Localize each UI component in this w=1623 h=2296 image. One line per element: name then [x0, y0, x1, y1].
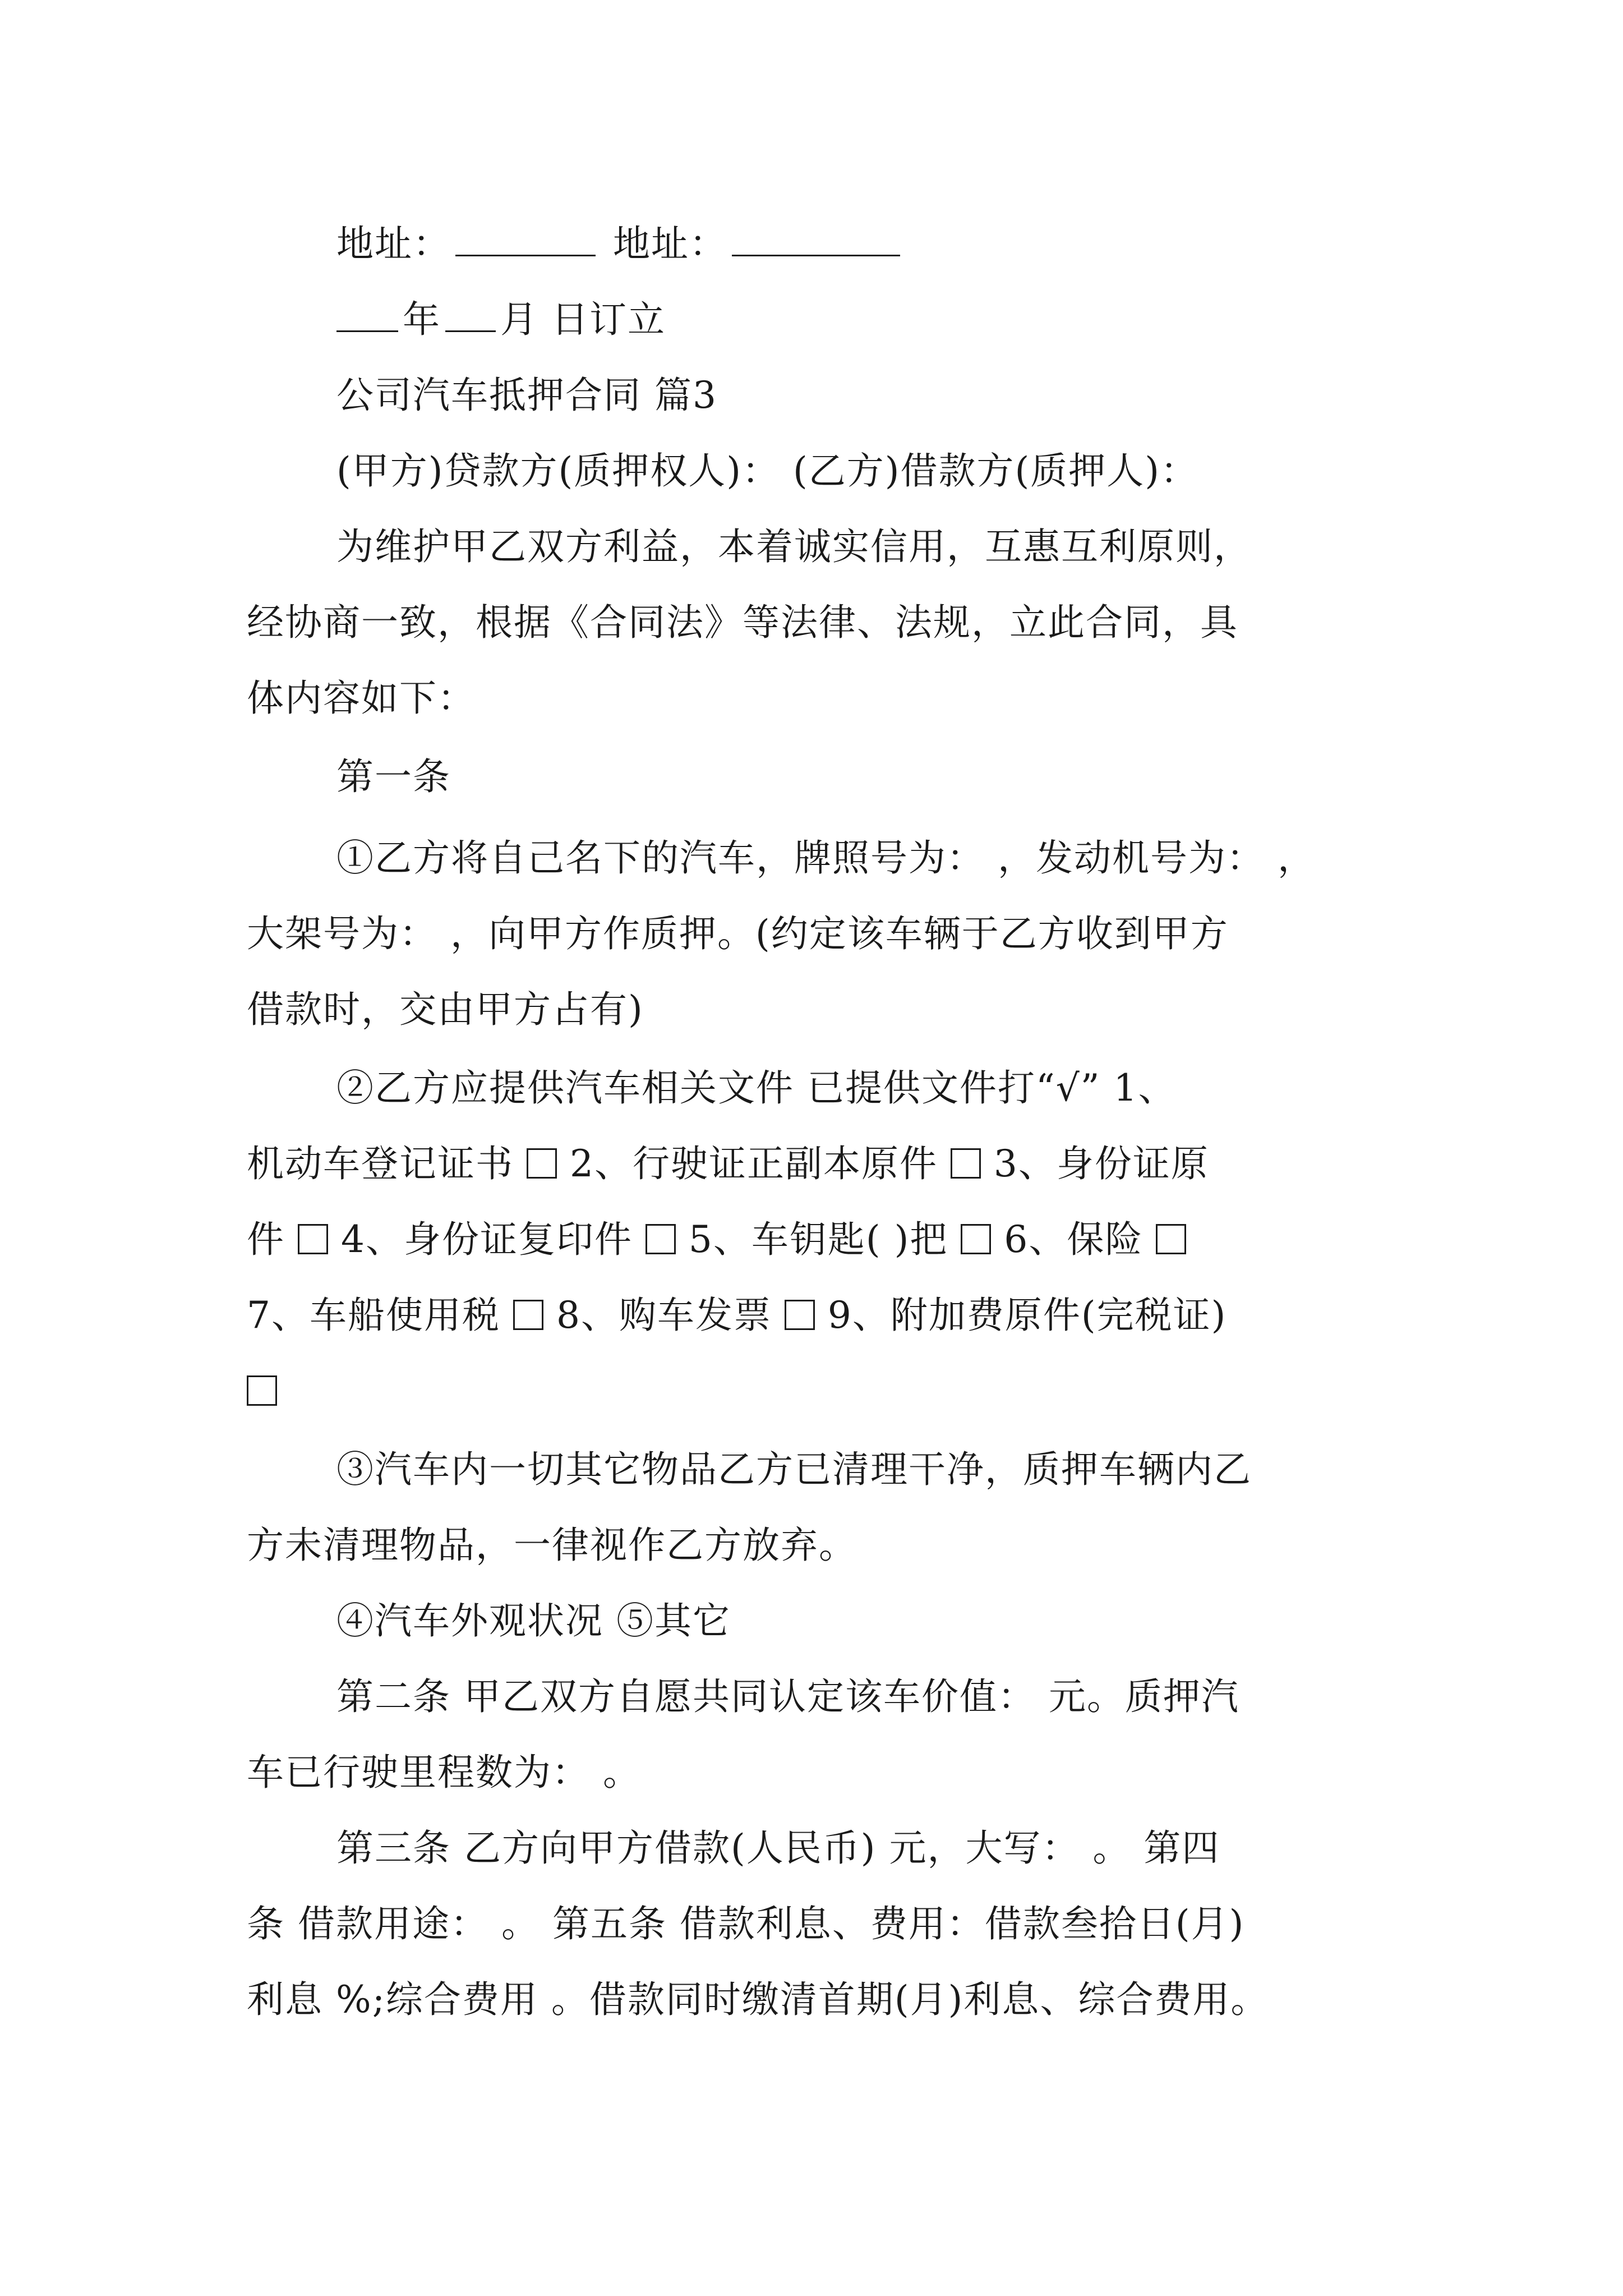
- article-1-item-2-line-5: [247, 1369, 277, 1414]
- doc-insurance-label: 6、保险: [991, 1218, 1156, 1261]
- doc-id-original-label-end: 件: [247, 1218, 298, 1261]
- checkbox-insurance[interactable]: [1156, 1224, 1186, 1254]
- year-blank: [336, 301, 398, 332]
- doc-id-copy-label: 4、身份证复印件: [328, 1218, 645, 1261]
- party-b-address-label: 地址：: [612, 222, 727, 265]
- checkbox-surcharge[interactable]: [247, 1375, 277, 1406]
- article-1-item-2-line-3: [247, 1217, 1186, 1262]
- checkbox-registration[interactable]: [527, 1148, 557, 1179]
- checkbox-id-original[interactable]: [298, 1224, 328, 1254]
- article-1-item-2-line-2: [247, 1142, 1209, 1186]
- doc-id-original-label: 3、身份证原: [980, 1142, 1209, 1185]
- checkbox-invoice[interactable]: [785, 1300, 815, 1330]
- doc-invoice-label: 8、购车发票: [543, 1294, 785, 1337]
- article-2-line-2: 车已行驶里程数为： 。: [247, 1751, 641, 1794]
- doc-registration-label: 机动车登记证书: [247, 1142, 527, 1185]
- article-3-line-2: 条 借款用途： 。 第五条 借款利息、费用：借款叁拾日(月): [247, 1902, 1245, 1945]
- month-blank: [445, 301, 496, 332]
- doc-keys-label: 5、车钥匙( )把: [675, 1218, 961, 1261]
- checkbox-id-copy[interactable]: [645, 1224, 676, 1254]
- article-1-item-1-line-1: ①乙方将自己名下的汽车，牌照号为： ，发动机号为： ，: [336, 836, 1316, 880]
- party-b-address-blank: [732, 226, 900, 256]
- month-label: 月: [500, 298, 538, 341]
- party-a-address-blank: [455, 226, 596, 256]
- article-1-item-3-line-1: ③汽车内一切其它物品乙方已清理干净，质押车辆内乙: [336, 1448, 1252, 1491]
- date-line: [336, 297, 666, 342]
- doc-vessel-tax-label: 7、车船使用税: [247, 1294, 513, 1337]
- article-1-heading: 第一条: [336, 755, 451, 798]
- intro-line-2: 经协商一致，根据《合同法》等法律、法规，立此合同，具: [247, 601, 1238, 644]
- contract-title: 公司汽车抵押合同 篇3: [336, 374, 717, 417]
- party-a-address-label: 地址：: [336, 222, 451, 265]
- article-1-item-4-5: ④汽车外观状况 ⑤其它: [336, 1599, 731, 1642]
- intro-line-1: 为维护甲乙双方利益，本着诚实信用，互惠互利原则，: [336, 525, 1252, 568]
- address-line: [336, 222, 905, 266]
- article-3-line-1: 第三条 乙方向甲方借款(人民币) 元，大写： 。 第四: [336, 1826, 1220, 1870]
- article-1-item-1-line-2: 大架号为： ，向甲方作质押。(约定该车辆于乙方收到甲方: [247, 912, 1229, 955]
- article-3-line-3: 利息 %;综合费用 。借款同时缴清首期(月)利息、综合费用。: [247, 1978, 1269, 2021]
- checkbox-keys[interactable]: [961, 1224, 991, 1254]
- parties-line: (甲方)贷款方(质押权人)： (乙方)借款方(质押人)：: [336, 449, 1198, 493]
- year-label: 年: [403, 298, 441, 341]
- doc-surcharge-label: 9、附加费原件(完税证): [814, 1294, 1227, 1337]
- article-1-item-3-line-2: 方未清理物品，一律视作乙方放弃。: [247, 1524, 857, 1567]
- article-1-item-2-line-4: [247, 1293, 1227, 1338]
- checkbox-vessel-tax[interactable]: [513, 1300, 543, 1330]
- article-2-line-1: 第二条 甲乙双方自愿共同认定该车价值： 元。质押汽: [336, 1675, 1239, 1718]
- article-1-item-1-line-3: 借款时，交由甲方占有): [247, 988, 644, 1031]
- checkbox-license[interactable]: [951, 1148, 981, 1179]
- day-label: 日订立: [551, 298, 666, 341]
- doc-license-label: 2、行驶证正副本原件: [556, 1142, 951, 1185]
- article-1-item-2-line-1: ②乙方应提供汽车相关文件 已提供文件打“√” 1、: [336, 1066, 1177, 1110]
- intro-line-3: 体内容如下：: [247, 677, 476, 720]
